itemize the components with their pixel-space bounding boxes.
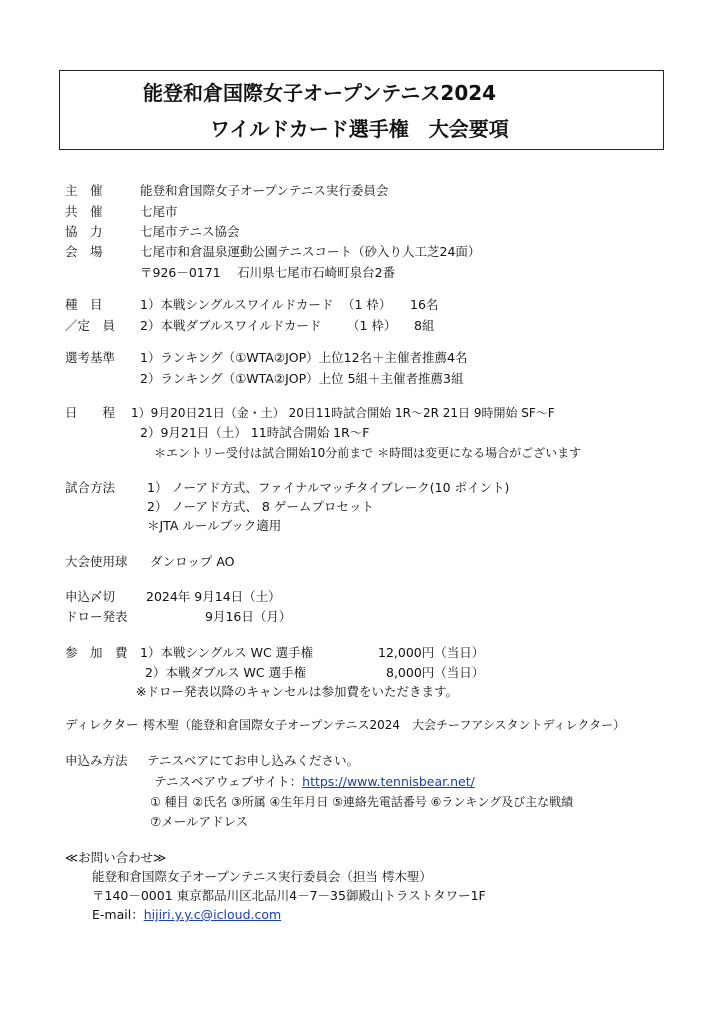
contact-address: 〒140－0001 東京都品川区北品川4－7－35御殿山トラストタワー1F bbox=[92, 888, 486, 903]
ball-label: 大会使用球 bbox=[65, 554, 128, 569]
selection-item-1: 1）ランキング（①WTA②JOP）上位12名＋主催者推薦4名 bbox=[140, 350, 468, 365]
fee-singles-amount: 12,000円（当日） bbox=[378, 645, 485, 660]
event-singles-count: 16名 bbox=[410, 297, 439, 312]
application-label: 申込み方法 bbox=[65, 753, 128, 768]
application-fields-1: ① 種目 ②氏名 ③所属 ④生年月日 ⑤連絡先電話番号 ⑥ランキング及び主な戦績 bbox=[150, 795, 574, 809]
cohost-label: 共 催 bbox=[65, 204, 103, 219]
venue-label: 会 場 bbox=[65, 244, 103, 259]
email-link[interactable]: hijiri.y.y.c@icloud.com bbox=[143, 907, 282, 922]
capacity-label: ／定 員 bbox=[65, 318, 116, 333]
event-singles-slots: （1 枠） bbox=[342, 297, 392, 312]
fee-doubles-name: 2）本戦ダブルス WC 選手権 bbox=[145, 665, 307, 680]
director-label: ディレクター bbox=[65, 717, 139, 732]
page-title: 能登和倉国際女子オープンテニス2024 bbox=[143, 81, 497, 105]
host-value: 能登和倉国際女子オープンテニス実行委員会 bbox=[140, 183, 389, 198]
event-doubles-name: 2）本戦ダブルスワイルドカード bbox=[140, 318, 322, 333]
venue-value: 七尾市和倉温泉運動公園テニスコート（砂入り人工芝24面） bbox=[140, 244, 481, 259]
schedule-note: ＊エントリー受付は試合開始10分前まで ＊時間は変更になる場合がございます bbox=[154, 446, 582, 460]
fee-singles-name: 1）本戦シングルス WC 選手権 bbox=[140, 645, 314, 660]
application-fields-2: ⑦メールアドレス bbox=[150, 814, 249, 829]
application-site bbox=[154, 774, 475, 790]
schedule-item-1: 1）9月20日21日（金・土） 20日11時試合開始 1R～2R 21日 9時開始 SF～F bbox=[131, 406, 555, 420]
schedule-label: 日 程 bbox=[65, 405, 116, 420]
site-label: テニスベアウェブサイト： bbox=[154, 774, 303, 789]
draw-label: ドロー発表 bbox=[65, 609, 128, 624]
events-label: 種 目 bbox=[65, 297, 103, 312]
contact-email-row bbox=[92, 907, 281, 923]
selection-item-2: 2）ランキング（①WTA②JOP）上位 5組＋主催者推薦3組 bbox=[140, 371, 464, 386]
format-label: 試合方法 bbox=[65, 480, 116, 495]
host-label: 主 催 bbox=[65, 183, 103, 198]
event-singles-name: 1）本戦シングルスワイルドカード bbox=[140, 297, 334, 312]
fee-doubles-amount: 8,000円（当日） bbox=[386, 665, 485, 680]
ball-value: ダンロップ AO bbox=[150, 554, 235, 569]
contact-org: 能登和倉国際女子オープンテニス実行委員会（担当 樗木聖） bbox=[92, 869, 432, 884]
page-subtitle: ワイルドカード選手権 大会要項 bbox=[210, 117, 509, 141]
format-item-1: 1） ノーアド方式、ファイナルマッチタイブレーク(10 ポイント) bbox=[147, 480, 510, 495]
schedule-item-2: 2）9月21日（土） 11時試合開始 1R～F bbox=[140, 425, 370, 440]
deadline-label: 申込〆切 bbox=[65, 589, 116, 604]
coop-label: 協 力 bbox=[65, 224, 103, 239]
selection-label: 選考基準 bbox=[65, 350, 116, 365]
contact-header: ≪お問い合わせ≫ bbox=[65, 850, 167, 865]
format-item-2: 2） ノーアド方式、 8 ゲームプロセット bbox=[147, 499, 374, 514]
cohost-value: 七尾市 bbox=[140, 204, 178, 219]
draw-value: 9月16日（月） bbox=[205, 609, 292, 624]
fees-label: 参 加 費 bbox=[65, 645, 128, 660]
application-intro: テニスベアにてお申し込みください。 bbox=[147, 753, 360, 768]
deadline-value: 2024年 9月14日（土） bbox=[146, 589, 281, 604]
format-note: ＊JTA ルールブック適用 bbox=[147, 518, 282, 533]
director-value: 樗木聖（能登和倉国際女子オープンテニス2024 大会チーフアシスタントディレクター） bbox=[143, 718, 626, 732]
venue-address: 〒926－0171 石川県七尾市石崎町泉台2番 bbox=[140, 265, 396, 280]
event-doubles-slots: （1 枠） bbox=[347, 318, 397, 333]
fees-note: ※ドロー発表以降のキャンセルは参加費をいただきます。 bbox=[136, 684, 458, 699]
email-label: E-mail： bbox=[92, 907, 144, 922]
event-doubles-count: 8組 bbox=[414, 318, 435, 333]
tennisbear-link[interactable]: https://www.tennisbear.net/ bbox=[302, 774, 475, 789]
coop-value: 七尾市テニス協会 bbox=[140, 224, 240, 239]
